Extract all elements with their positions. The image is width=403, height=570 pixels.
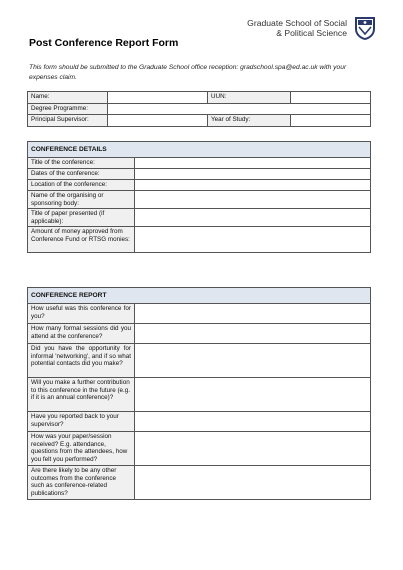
degree-field[interactable] [108,103,371,115]
details-label: Amount of money approved from Conference Fund or RTSG monies: [28,227,135,253]
report-answer-field[interactable] [135,324,371,344]
report-answer-field[interactable] [135,466,371,500]
report-question: How useful was this conference for you? [28,304,135,324]
details-label: Title of the conference: [28,158,135,169]
details-field[interactable] [135,209,371,227]
table-row [28,115,371,127]
report-question: Are there likely to be any other outcomes from the conference such as conference-related publications? [28,466,135,500]
form-title: Post Conference Report Form [29,37,179,49]
student-details-table [27,91,371,127]
intro-text: This form should be submitted to the Graduate School office reception: gradschool.spa@ed.ac.uk with your expenses claim. [29,64,347,81]
table-row [28,103,371,115]
institution-line-1: Graduate School of Social [247,18,347,28]
conference-report-table [27,287,371,500]
degree-label: Degree Programme: [28,103,108,115]
report-answer-field[interactable] [135,432,371,466]
supervisor-field[interactable] [108,115,208,127]
details-field[interactable] [135,158,371,169]
year-field[interactable] [291,115,371,127]
table-row [28,344,371,378]
details-label: Dates of the conference: [28,169,135,180]
table-header-row [28,142,371,158]
details-label: Title of paper presented (if applicable): [28,209,135,227]
university-crest-icon [353,15,377,41]
details-field[interactable] [135,227,371,253]
table-row [28,180,371,191]
table-row [28,378,371,412]
report-answer-field[interactable] [135,412,371,432]
details-field[interactable] [135,191,371,209]
conference-details-table [27,141,371,253]
institution-line-2: & Political Science [276,28,347,38]
table-row [28,227,371,253]
report-heading: CONFERENCE REPORT [28,288,371,304]
table-row [28,191,371,209]
report-answer-field[interactable] [135,378,371,412]
report-question: Have you reported back to your supervisor? [28,412,135,432]
table-row [28,412,371,432]
table-row [28,324,371,344]
report-question: How was your paper/session received? E.g. attendance, questions from the attendees, how you felt you performed? [28,432,135,466]
table-row [28,92,371,104]
uun-label: UUN: [208,92,291,104]
institution-name [247,18,347,38]
details-label: Name of the organising or sponsoring body: [28,191,135,209]
name-label: Name: [28,92,108,104]
report-question: How many formal sessions did you attend at the conference? [28,324,135,344]
uun-field[interactable] [291,92,371,104]
table-row [28,304,371,324]
report-question: Will you make a further contribution to this conference in the future (e.g. if it is an annual conference)? [28,378,135,412]
details-field[interactable] [135,169,371,180]
table-row [28,209,371,227]
details-field[interactable] [135,180,371,191]
report-question: Did you have the opportunity for informal 'networking', and if so what potential contacts did you make? [28,344,135,378]
table-row [28,466,371,500]
report-answer-field[interactable] [135,304,371,324]
details-heading: CONFERENCE DETAILS [28,142,371,158]
table-row [28,169,371,180]
details-label: Location of the conference: [28,180,135,191]
table-row [28,432,371,466]
table-row [28,158,371,169]
name-field[interactable] [108,92,208,104]
report-answer-field[interactable] [135,344,371,378]
table-header-row [28,288,371,304]
year-label: Year of Study: [208,115,291,127]
supervisor-label: Principal Supervisor: [28,115,108,127]
